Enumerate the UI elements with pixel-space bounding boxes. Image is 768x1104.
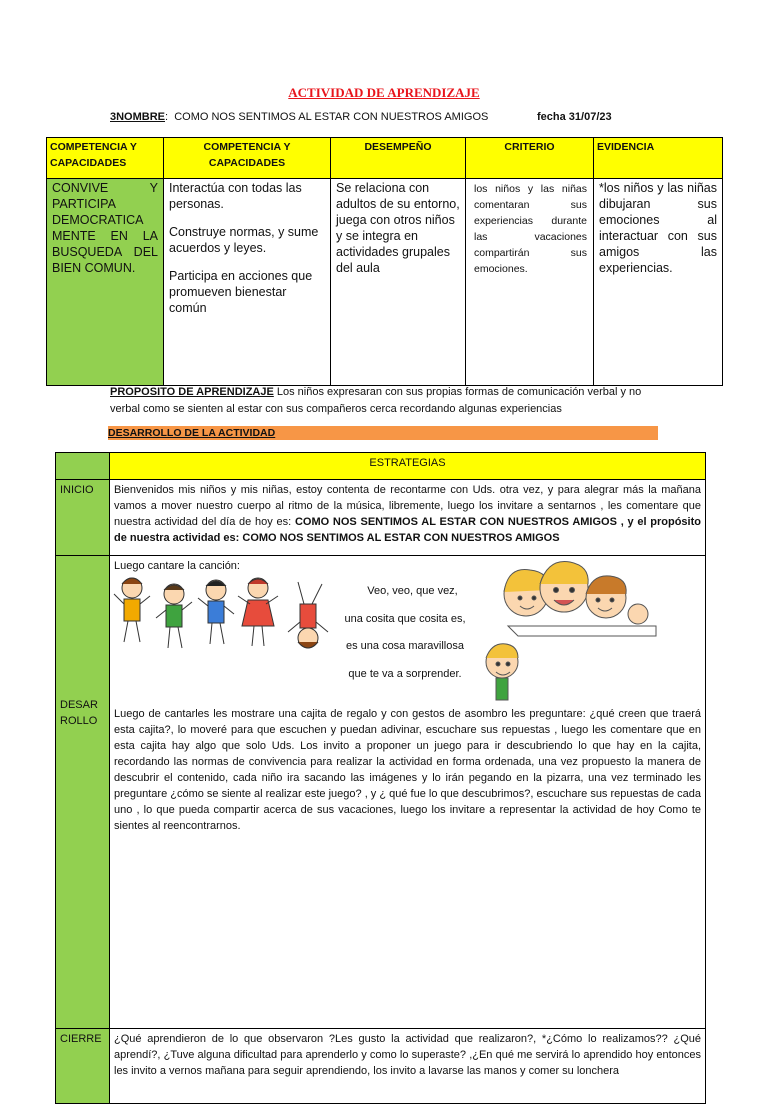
desempeno-cell: Se relaciona con adultos de su entorno, juega con otros niños y se integra en actividades grupales del aula xyxy=(331,179,466,386)
header-desempeno: DESEMPEÑO xyxy=(331,138,466,179)
cierre-row xyxy=(56,1029,706,1104)
page-title: ACTIVIDAD DE APRENDIZAJE xyxy=(288,85,480,100)
inicio-text: Bienvenidos mis niños y mis niñas, estoy contenta de recontarme con Uds. otra vez, y para alegrar más la mañana vamos a mover nuestro cuerpo al ritmo de la música, libremente, luego los invitare a sentarnos , les comentare que nuestra actividad del día de hoy es: COMO NOS SENTIMOS AL ESTAR CON NUESTROS AMIGOS , y el propósito de nuestra actividad es: COMO NOS SENTIMOS AL ESTAR CON NUESTROS AMIGOS xyxy=(110,480,706,556)
capacidad-1: Interactúa con todas las personas. xyxy=(169,181,302,211)
strategies-header-row xyxy=(56,453,706,480)
song-intro: Luego cantare la canción: xyxy=(114,560,240,572)
header-evidencia: EVIDENCIA xyxy=(594,138,723,179)
capacidades-cell xyxy=(164,179,331,386)
song-line: que te va a sorprender. xyxy=(348,667,462,680)
competency-row xyxy=(47,179,723,386)
strategies-header: ESTRATEGIAS xyxy=(110,453,706,480)
competency-table xyxy=(46,137,723,386)
proposito-text: PROPOSITO DE APRENDIZAJE Los niños expresaran con sus propias formas de comunicación verbal y no verbal como se sienten al estar con sus compañeros cerca recordando algunas experiencias xyxy=(110,386,642,415)
song-lyrics xyxy=(335,578,475,688)
inicio-row xyxy=(56,480,706,556)
desarrollo-text: Luego de cantarles les mostrare una cajita de regalo y con gestos de asombro les preguntare: ¿qué creen que traerá esta cajita?, lo moveré para que escuchen y puedan adivinar, escuchare sus repuestas , luego les comentare que en esta cajita hay algo que solo Uds. Los invito a proponer un juego para ir descubriendo lo que hay en la cajita, recordando las normas de convivencia para realizar la actividad en forma ordenada, una vez propuesto la manera de descubrir el contenido, cada niño ira sacando las imágenes y lo irán pegando en la pizarra, una vez terminado les preguntare ¿cómo se siente al realizar este juego? , y ¿ qué fue lo que descubrimos?, escuchare sus repuestas de cada uno , lo que pueda compartir acerca de sus vacaciones, luego los invitare a representar la actividad de hoy Como te sientes al reencontrarnos. xyxy=(114,708,702,832)
smiling-kids-peeking-illustration xyxy=(478,554,658,704)
criterio-cell: los niños y las niñas comentaran sus experiencias durante las vacaciones compartirán sus emociones. xyxy=(466,179,594,386)
strategies-table xyxy=(55,452,706,1104)
name-line: 3NOMBRE: COMO NOS SENTIMOS AL ESTAR CON NUESTROS AMIGOS xyxy=(110,111,489,123)
kid-3 xyxy=(198,580,234,644)
kid-1 xyxy=(114,578,150,642)
song-line: una cosita que cosita es, xyxy=(344,612,466,625)
song-line: es una cosa maravillosa xyxy=(345,640,464,652)
competency-header-row xyxy=(47,138,723,179)
capacidad-2: Construye normas, y sume acuerdos y leyes. xyxy=(169,225,319,255)
name-value: COMO NOS SENTIMOS AL ESTAR CON NUESTROS AMIGOS xyxy=(174,111,489,123)
kid-4 xyxy=(238,578,278,646)
date-label: fecha 31/07/23 xyxy=(537,111,612,123)
song-line: Veo, veo, que vez, xyxy=(367,585,458,597)
desarrollo-heading: DESARROLLO DE LA ACTIVIDAD xyxy=(108,426,658,440)
header-competencia: COMPETENCIA Y CAPACIDADES xyxy=(47,138,164,179)
inicio-label: INICIO xyxy=(56,480,110,556)
desarrollo-stage-label: DESAR ROLLO xyxy=(56,556,110,1029)
evidencia-cell: *los niños y las niñas dibujaran sus emociones al interactuar con sus amigos las experiencias. xyxy=(594,179,723,386)
cierre-text: ¿Qué aprendieron de lo que observaron ?Les gusto la actividad que realizaron?, *¿Cómo lo realizamos?? ¿Qué aprendí?, ¿Tuve alguna dificultad para aprenderlo y como lo superaste? ,¿En qué me servirá lo aprendido hoy entonces les invito a vernos mañana para seguir aprendiendo, los invito a lavarse las manos y comer su lonchera xyxy=(110,1029,706,1104)
capacidad-3: Participa en acciones que promueven bienestar común xyxy=(169,269,313,315)
header-capacidades: COMPETENCIA Y CAPACIDADES xyxy=(164,138,331,179)
name-label: 3NOMBRE xyxy=(110,111,166,123)
competencia-cell: CONVIVE Y PARTICIPA DEMOCRATICA MENTE EN LA BUSQUEDA DEL BIEN COMUN. xyxy=(47,179,164,386)
kid-2 xyxy=(156,584,192,648)
header-criterio: CRITERIO xyxy=(466,138,594,179)
dancing-kids-illustration xyxy=(112,572,334,658)
proposito-label: PROPOSITO DE APRENDIZAJE xyxy=(110,386,274,398)
cierre-label: CIERRE xyxy=(56,1029,110,1104)
kid-5 xyxy=(288,582,328,648)
